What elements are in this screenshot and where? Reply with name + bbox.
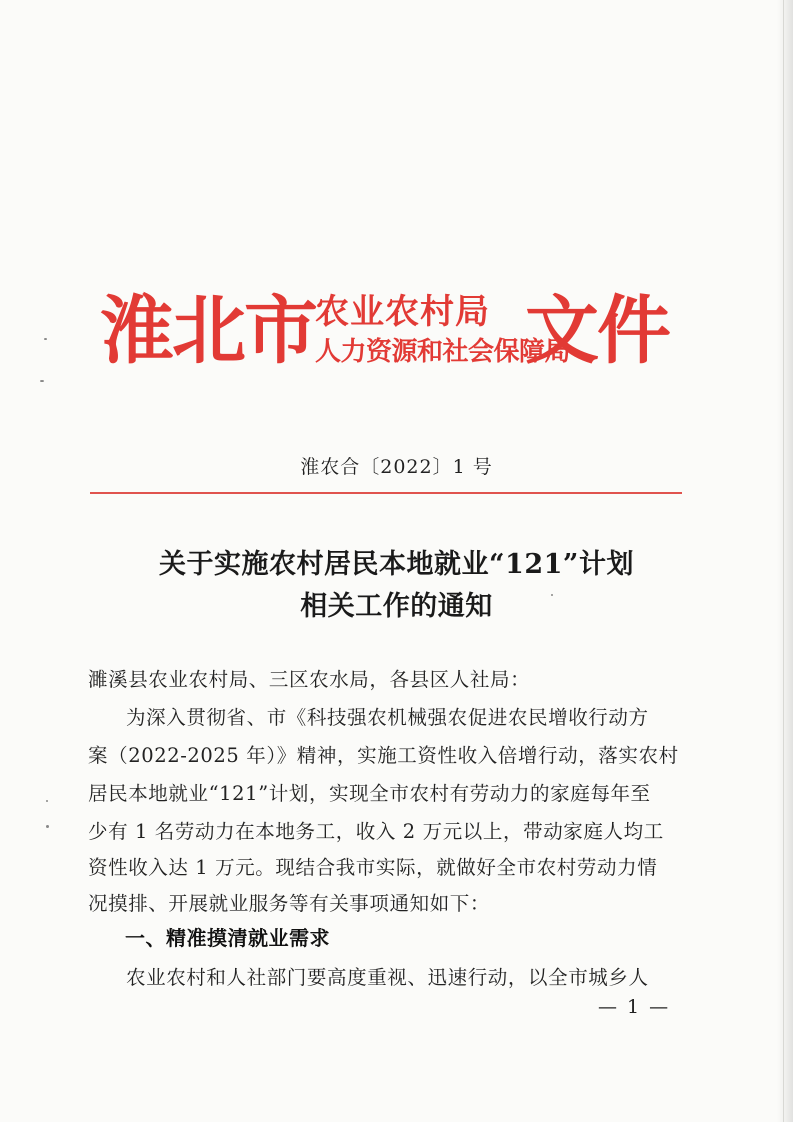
recipients-line: 濉溪县农业农村局、三区农水局，各县区人社局： (88, 668, 531, 691)
scan-speck (46, 800, 48, 802)
paragraph-line: 况摸排、开展就业服务等有关事项通知如下： (88, 892, 491, 915)
document-title-line1: 关于实施农村居民本地就业“121”计划 (159, 549, 634, 580)
scan-speck (40, 380, 44, 382)
masthead-org-line1: 农业农村局 (315, 292, 490, 332)
red-divider-line (90, 492, 682, 494)
page-number: — 1 — (598, 996, 671, 1018)
scan-speck (46, 825, 49, 828)
section-heading: 一、精准摸清就业需求 (125, 926, 330, 950)
scan-speck (44, 338, 47, 340)
document-title-line2: 相关工作的通知 (300, 591, 493, 622)
paragraph-line: 农业农村和人社部门要高度重视、迅速行动，以全市城乡人 (126, 966, 649, 989)
masthead-city: 淮北市 (100, 288, 316, 374)
paragraph-line: 资性收入达 1 万元。现结合我市实际，就做好全市农村劳动力情 (88, 856, 658, 879)
red-masthead (100, 282, 680, 382)
paragraph-line: 为深入贯彻省、市《科技强农机械强农促进农民增收行动方 (126, 706, 649, 729)
masthead-org-line2: 人力资源和社会保障局 (315, 337, 571, 367)
paragraph-line: 案（2022-2025 年）》精神，实施工资性收入倍增行动，落实农村 (88, 744, 679, 767)
paragraph-line: 少有 1 名劳动力在本地务工，收入 2 万元以上，带动家庭人均工 (88, 820, 664, 843)
masthead-doc-type: 文件 (525, 288, 669, 374)
masthead-org-stack (315, 292, 571, 370)
paragraph-line: 居民本地就业“121”计划，实现全市农村有劳动力的家庭每年至 (88, 782, 651, 805)
document-number: 淮农合〔2022〕1 号 (300, 456, 493, 478)
